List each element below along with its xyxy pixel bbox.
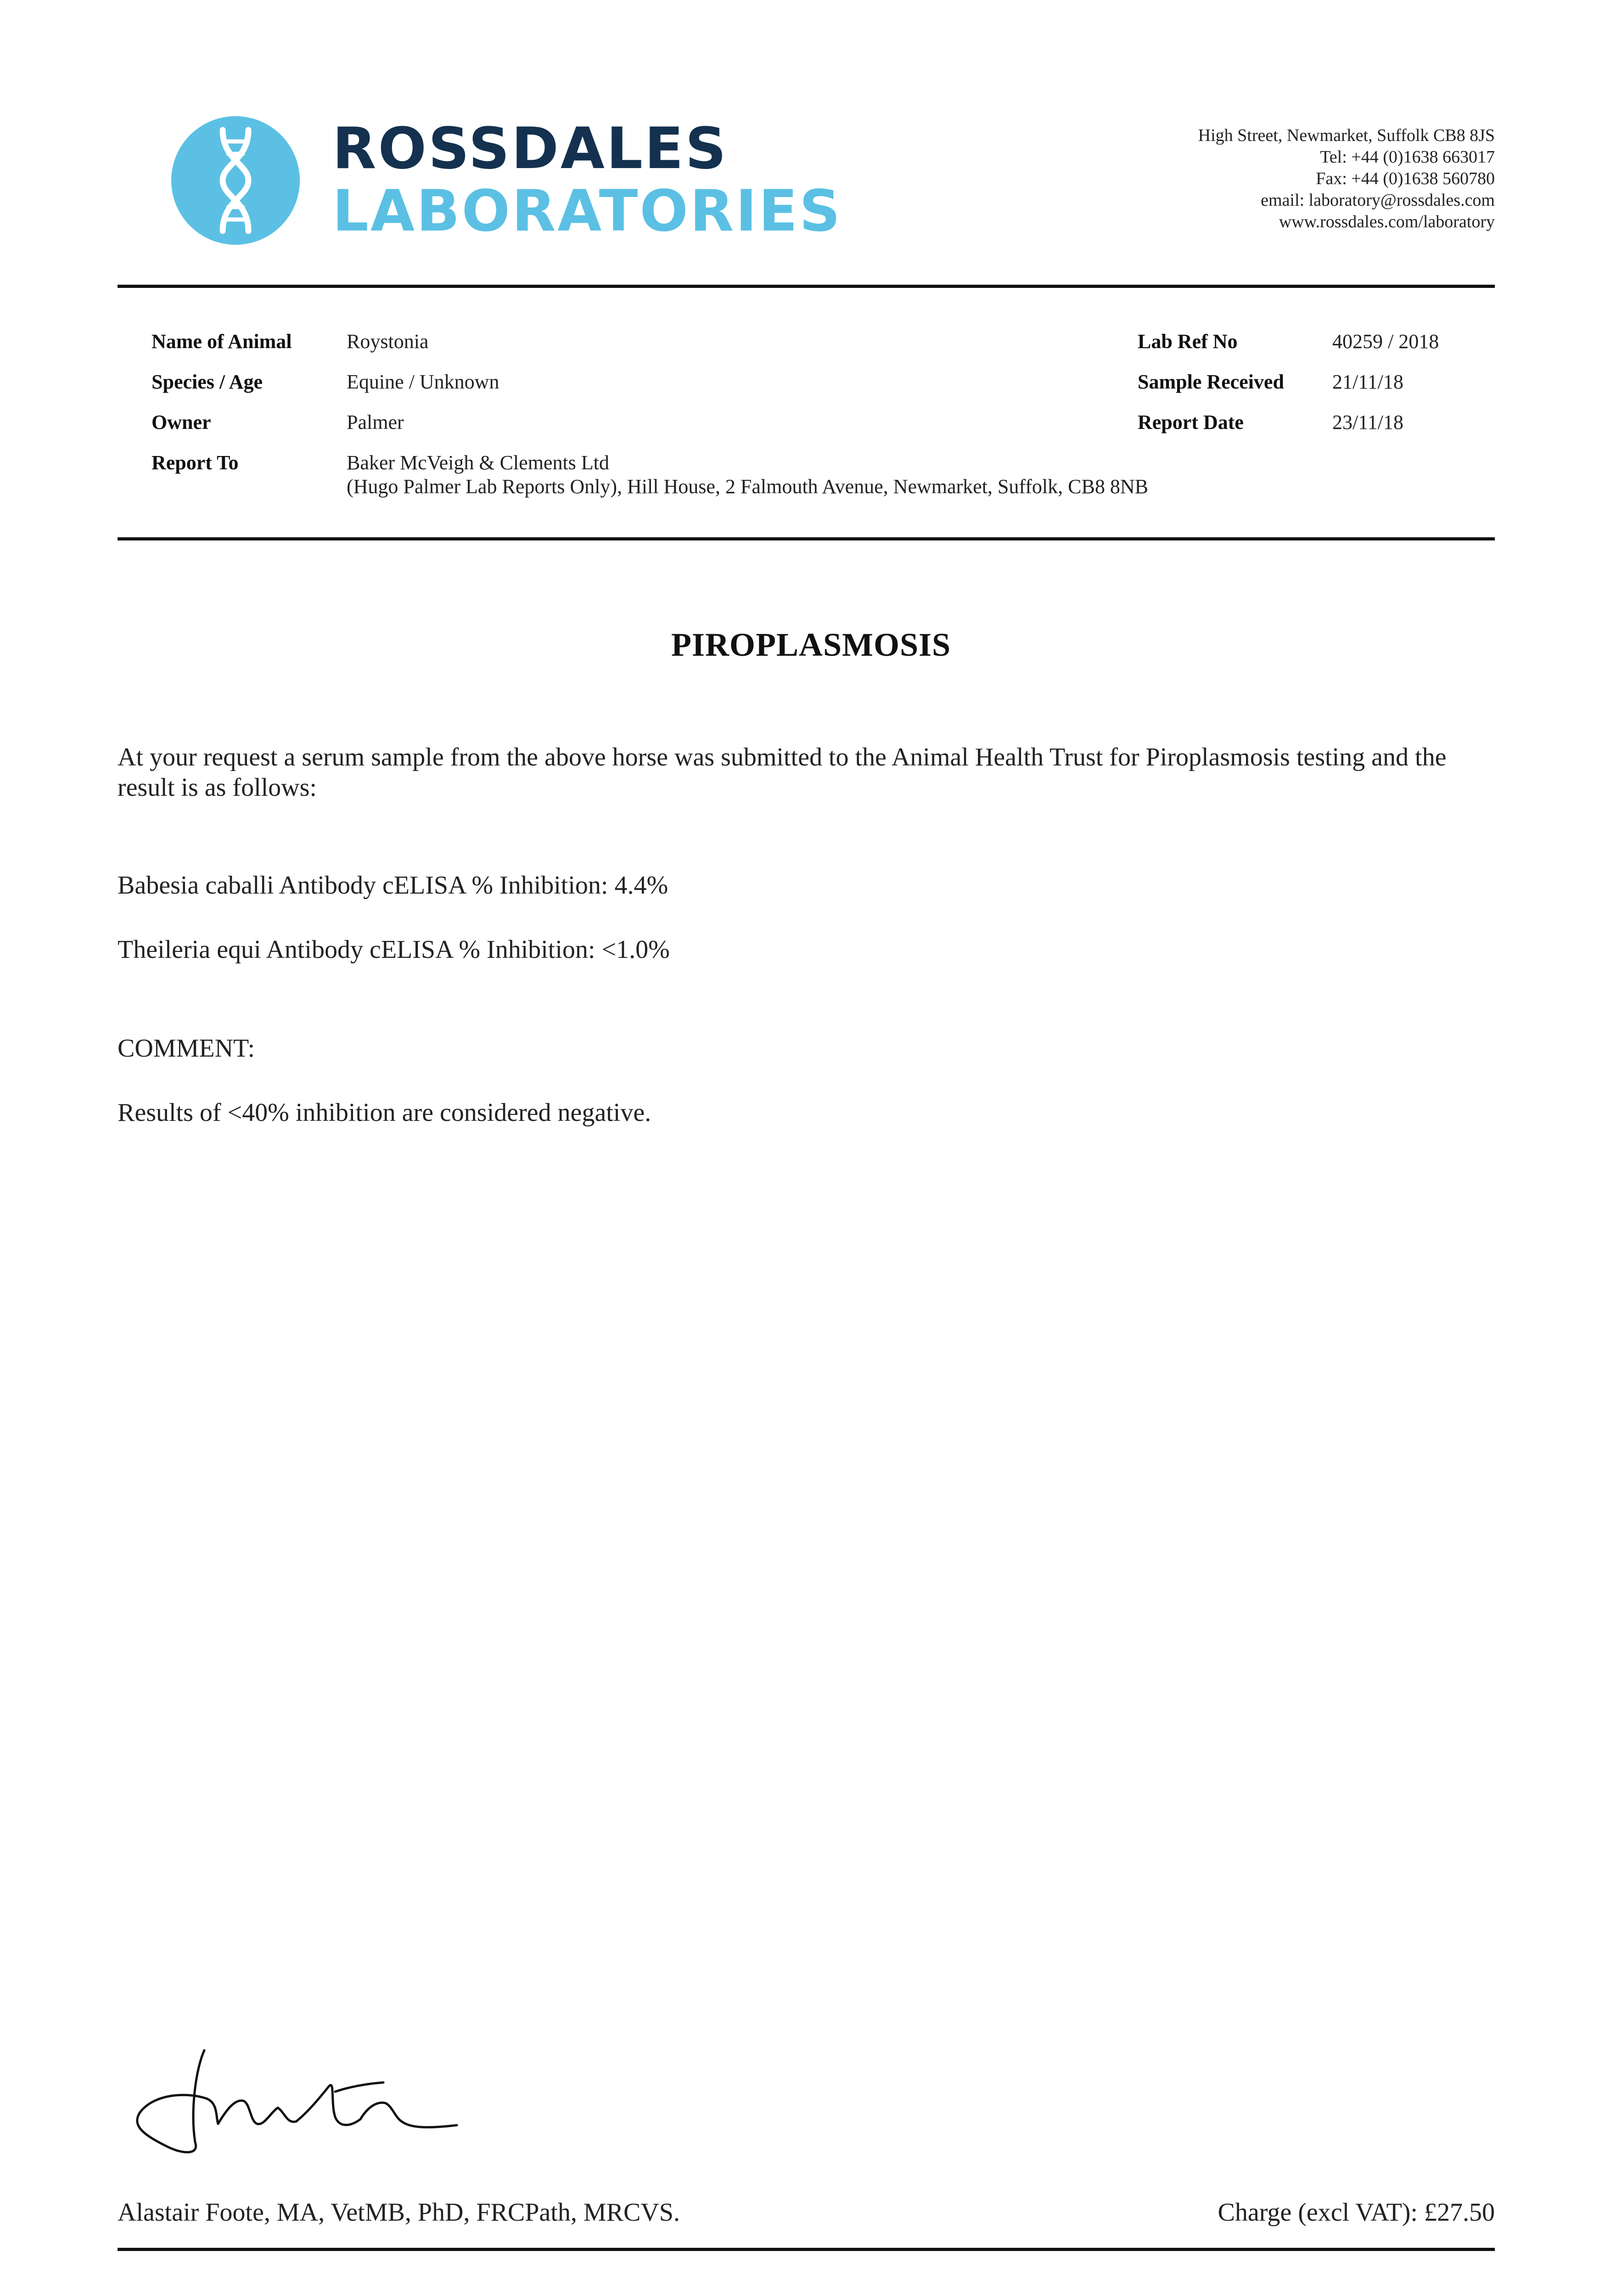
name-value: Roystonia bbox=[347, 330, 429, 353]
report-date-label: Report Date bbox=[1138, 411, 1244, 433]
intro-paragraph: At your request a serum sample from the above horse was submitted to the Animal Health Trust for Piroplasmosis testing and the result is as follows: bbox=[118, 743, 1447, 802]
result-babesia: Babesia caballi Antibody cELISA % Inhibition: 4.4% bbox=[118, 871, 668, 900]
dna-icon bbox=[171, 116, 300, 245]
contact-email[interactable]: email: laboratory@rossdales.com bbox=[1261, 191, 1495, 210]
species-label: Species / Age bbox=[152, 371, 263, 393]
report-to-line2: (Hugo Palmer Lab Reports Only), Hill House, 2 Falmouth Avenue, Newmarket, Suffolk, CB8 8NB bbox=[347, 475, 1148, 498]
comment-text: Results of <40% inhibition are considered negative. bbox=[118, 1098, 651, 1127]
info-divider bbox=[118, 537, 1495, 540]
logo-wordmark-line2: LABORATORIES bbox=[332, 178, 842, 244]
lab-ref-value: 40259 / 2018 bbox=[1332, 330, 1439, 353]
signatory-name: Alastair Foote, MA, VetMB, PhD, FRCPath, MRCVS. bbox=[118, 2198, 680, 2227]
name-label: Name of Animal bbox=[152, 330, 292, 353]
contact-address: High Street, Newmarket, Suffolk CB8 8JS bbox=[1198, 126, 1495, 145]
contact-fax: Fax: +44 (0)1638 560780 bbox=[1316, 169, 1495, 188]
sample-received-label: Sample Received bbox=[1138, 371, 1284, 393]
report-date-value: 23/11/18 bbox=[1332, 411, 1403, 433]
logo-wordmark-line1: ROSSDALES bbox=[332, 116, 728, 182]
report-to-line1: Baker McVeigh & Clements Ltd bbox=[347, 451, 609, 474]
sample-received-value: 21/11/18 bbox=[1332, 371, 1403, 393]
owner-value: Palmer bbox=[347, 411, 404, 433]
contact-website[interactable]: www.rossdales.com/laboratory bbox=[1279, 212, 1495, 231]
footer-divider bbox=[118, 2248, 1495, 2251]
charge-amount: Charge (excl VAT): £27.50 bbox=[1218, 2198, 1495, 2227]
contact-block bbox=[1082, 125, 1495, 233]
contact-phone: Tel: +44 (0)1638 663017 bbox=[1320, 147, 1495, 167]
report-title: PIROPLASMOSIS bbox=[671, 626, 951, 663]
species-value: Equine / Unknown bbox=[347, 371, 500, 393]
owner-label: Owner bbox=[152, 411, 211, 433]
header-divider bbox=[118, 285, 1495, 288]
comment-heading: COMMENT: bbox=[118, 1034, 255, 1063]
report-to-label: Report To bbox=[152, 451, 239, 474]
signature-image bbox=[126, 2043, 475, 2163]
result-theileria: Theileria equi Antibody cELISA % Inhibition: <1.0% bbox=[118, 935, 670, 964]
lab-ref-label: Lab Ref No bbox=[1138, 330, 1238, 353]
